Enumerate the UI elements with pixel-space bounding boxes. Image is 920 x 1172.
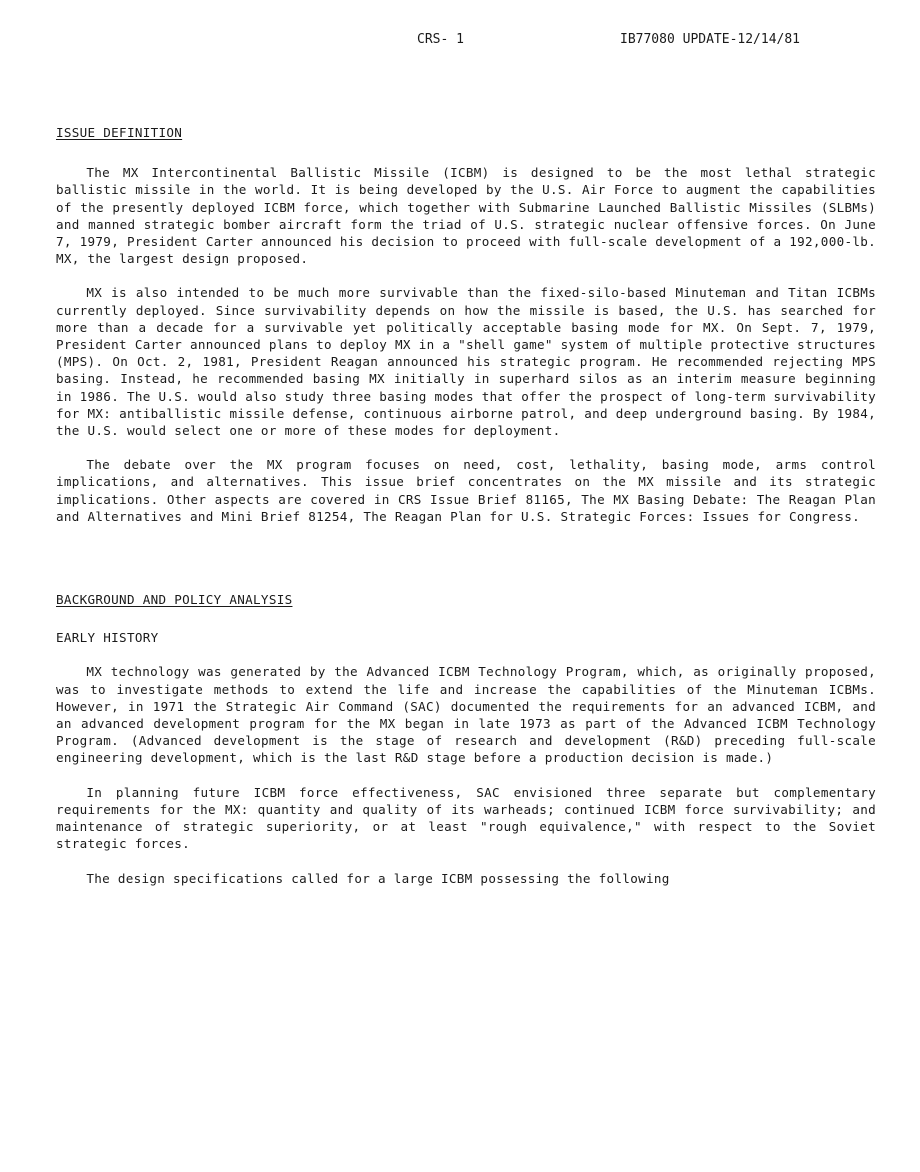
background-paragraph-3: The design specifications called for a large ICBM possessing the following (86, 870, 670, 886)
issue-definition-paragraph-3: The debate over the MX program focuses on need, cost, lethality, basing mode, arms control implications, and alternatives. This issue brief concentrates on the MX missile and its strategic implications. Other aspects are covered in CRS Issue Brief 81165, The MX Basing Debate: The Reagan Plan and Alternatives and Mini Brief 81254, The Reagan Plan for U.S. Strategic Forces: Issues for Congress. (56, 457, 876, 524)
document-body (56, 124, 876, 887)
page-header (0, 32, 920, 52)
page-label: CRS- 1 (417, 32, 464, 47)
early-history-subheading: EARLY HISTORY (56, 630, 159, 646)
issue-definition-paragraph-2: MX is also intended to be much more survivable than the fixed-silo-based Minuteman and Titan ICBMs currently deployed. Since survivability depends on how the missile is based, the U.S. has searched for more than a decade for a survivable yet politically acceptable basing mode for MX. On Sept. 7, 1979, President Carter announced plans to deploy MX in a "shell game" system of multiple protective structures (MPS). On Oct. 2, 1981, President Reagan announced his strategic program. He recommended rejecting MPS basing. Instead, he recommended basing MX initially in superhard silos as an interim measure beginning in 1986. The U.S. would also study three basing modes that offer the prospect of long-term survivability for MX: antiballistic missile defense, continuous airborne patrol, and deep underground basing. By 1984, the U.S. would select one or more of these modes for deployment. (56, 285, 876, 439)
background-paragraph-2: In planning future ICBM force effectiveness, SAC envisioned three separate but complementary requirements for the MX: quantity and quality of its warheads; continued ICBM force survivability; and maintenance of strategic superiority, or at least "rough equivalence," with respect to the Soviet strategic forces. (56, 784, 876, 852)
background-paragraph-1: MX technology was generated by the Advanced ICBM Technology Program, which, as originally proposed, was to investigate methods to extend the life and increase the capabilities of the Minuteman ICBMs. However, in 1971 the Strategic Air Command (SAC) documented the requirements for an advanced ICBM, and an advanced development program for the MX began in late 1973 as part of the Advanced ICBM Technology Program. (Advanced development is the stage of research and development (R&D) preceding full-scale engineering development, which is the last R&D stage before a production decision is made.) (56, 664, 876, 766)
issue-definition-paragraph-1: The MX Intercontinental Ballistic Missile (ICBM) is designed to be the most lethal strategic ballistic missile in the world. It is being developed by the U.S. Air Force to augment the capabilities of the presently deployed ICBM force, which together with Submarine Launched Ballistic Missiles (SLBMs) and manned strategic bomber aircraft form the triad of U.S. strategic nuclear offensive forces. On June 7, 1979, President Carter announced his decision to proceed with full-scale development of a 192,000-lb. MX, the largest design proposed. (56, 165, 876, 267)
issue-definition-section (56, 124, 876, 525)
background-heading: BACKGROUND AND POLICY ANALYSIS (56, 592, 293, 608)
issue-definition-heading: ISSUE DEFINITION (56, 125, 183, 140)
brief-id: IB77080 UPDATE-12/14/81 (620, 32, 801, 47)
background-section (56, 591, 876, 887)
